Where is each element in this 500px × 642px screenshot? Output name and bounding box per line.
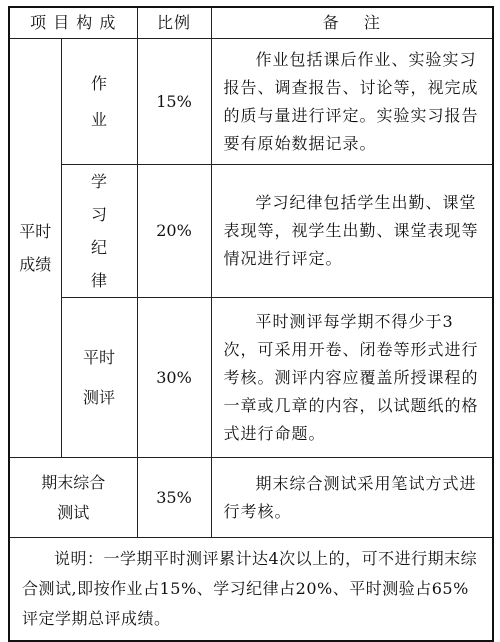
group-label-regular-grade bbox=[9, 39, 61, 458]
item-quiz-line2: 测评 bbox=[83, 387, 116, 407]
table-row-final bbox=[9, 458, 493, 538]
item-quiz-line1: 平时 bbox=[83, 347, 116, 367]
summary-note: 说明：一学期平时测评累计达4次以上的，可不进行期末综合测试,即按作业占15%、学习纪律占20%、平时测验占65%评定学期总评成绩。 bbox=[9, 538, 493, 642]
assessment-table bbox=[8, 6, 494, 642]
group-label-line1: 平时 bbox=[19, 222, 52, 241]
item-homework-char1: 作 bbox=[91, 73, 108, 93]
item-homework bbox=[61, 39, 137, 165]
item-final-line2: 测试 bbox=[57, 502, 90, 522]
note-final: 期末综合测试采用笔试方式进行考核。 bbox=[211, 458, 493, 538]
ratio-quiz: 30% bbox=[137, 298, 211, 458]
item-discipline-char4: 律 bbox=[91, 271, 108, 290]
table-row-quiz bbox=[9, 298, 493, 458]
header-ratio: 比例 bbox=[137, 7, 211, 39]
ratio-discipline: 20% bbox=[137, 165, 211, 298]
table-header-row bbox=[9, 7, 493, 39]
item-discipline bbox=[61, 165, 137, 298]
item-homework-char2: 业 bbox=[91, 109, 108, 129]
group-label-line2: 成绩 bbox=[19, 255, 52, 274]
header-project: 项 目 构 成 bbox=[9, 7, 137, 39]
item-discipline-char2: 习 bbox=[91, 205, 108, 224]
note-discipline: 学习纪律包括学生出勤、课堂表现等，视学生出勤、课堂表现等情况进行评定。 bbox=[211, 165, 493, 298]
ratio-final: 35% bbox=[137, 458, 211, 538]
item-quiz bbox=[61, 298, 137, 458]
item-final-line1: 期末综合 bbox=[41, 472, 106, 492]
table-row-discipline bbox=[9, 165, 493, 298]
table-row-summary bbox=[9, 538, 493, 642]
note-homework: 作业包括课后作业、实验实习报告、调查报告、讨论等，视完成的质与量进行评定。实验实习报告要有原始数据记录。 bbox=[211, 39, 493, 165]
header-remarks: 备 注 bbox=[211, 7, 493, 39]
table-row-homework bbox=[9, 39, 493, 165]
note-quiz: 平时测评每学期不得少于3次，可采用开卷、闭卷等形式进行考核。测评内容应覆盖所授课程的一章或几章的内容，以试题纸的格式进行命题。 bbox=[211, 298, 493, 458]
item-discipline-char3: 纪 bbox=[91, 238, 108, 257]
item-discipline-char1: 学 bbox=[91, 172, 108, 191]
item-final bbox=[9, 458, 137, 538]
assessment-table-document bbox=[8, 6, 492, 628]
ratio-homework: 15% bbox=[137, 39, 211, 165]
